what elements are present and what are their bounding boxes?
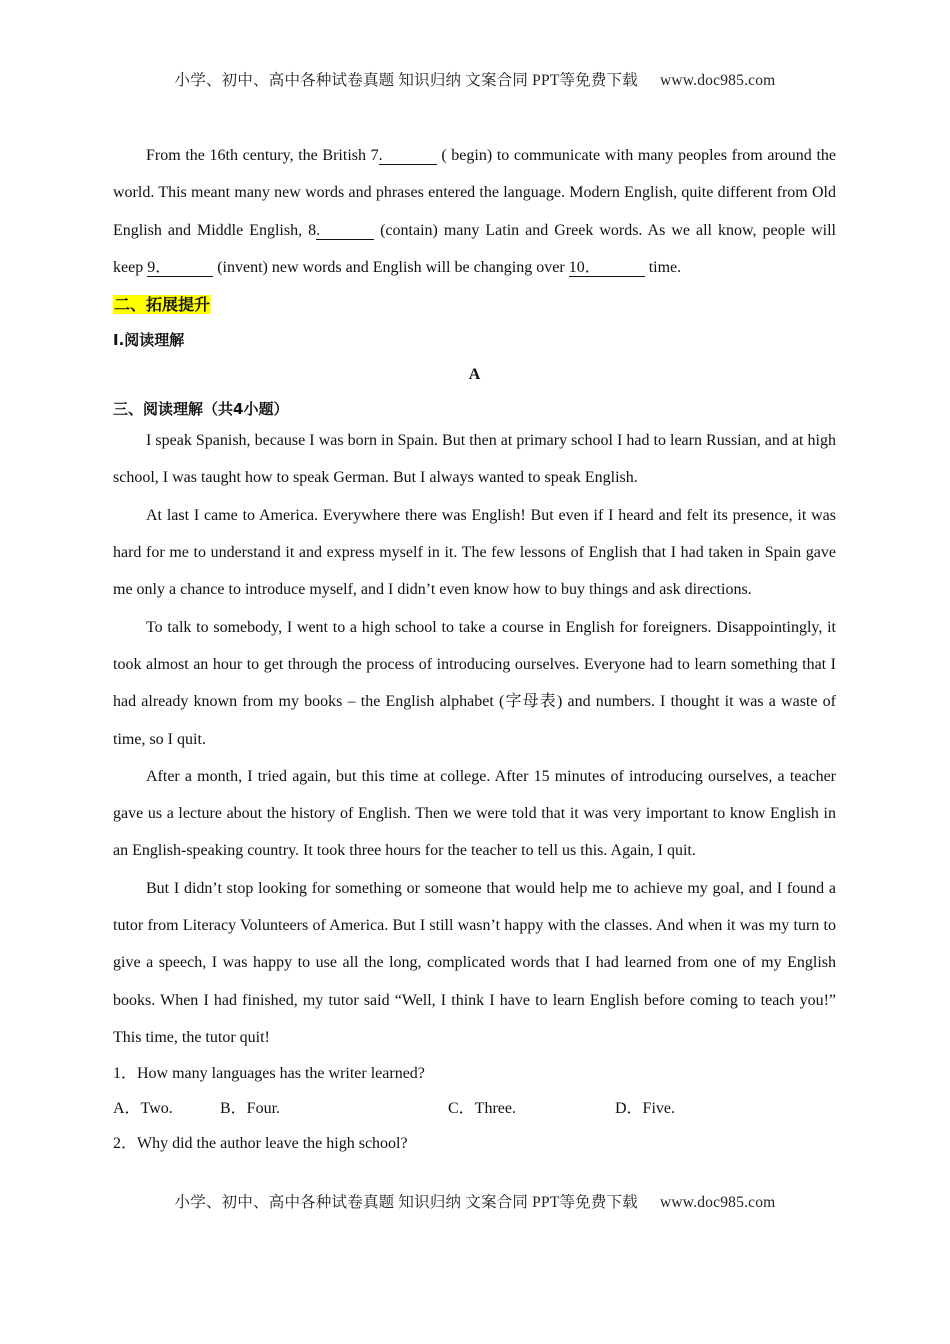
fill-blank-text-2: ( begin) to communicate with many peoples from around the world. This meant many new words and phrases entered the language. Modern English, quite different from Old English and Middle English, 8 [113,147,836,239]
blank-7: . [379,147,437,165]
question-2: 2．Why did the author leave the high school? [113,1135,408,1153]
question-1: 1．How many languages has the writer learned? [113,1065,425,1083]
blank-8: . [316,222,374,240]
option-b[interactable]: B．Four. [220,1100,281,1118]
page-footer [0,1190,950,1212]
page-header [0,68,950,90]
question-1-options [113,1091,836,1126]
header-url[interactable]: www.doc985.com [659,72,776,89]
passage-paragraph-5: But I didn’t stop looking for something or someone that would help me to achieve my goal, and I found a tutor from Literacy Volunteers of America. But I still wasn’t happy with the classes. And when it was my turn to give a speech, I was happy to use all the long, complicated words that I had learned from one of my English books. When I had finished, my tutor said “Well, I think I have to learn English before coming to teach you!” This time, the tutor quit! [113,879,836,1046]
blank-9: 9． [147,259,213,277]
highlighted-heading: 二、拓展提升 [114,295,211,315]
passage-paragraph-4: After a month, I tried again, but this time at college. After 15 minutes of introducing ourselves, a teacher gave us a lecture about the history of English. Then we were told that it was very important to know English in an English-speaking country. It took three hours for the teacher to tell us this. Again, I quit. [113,767,836,860]
option-c[interactable]: C．Three. [448,1100,516,1118]
option-d[interactable]: D．Five. [615,1100,676,1118]
footer-url[interactable]: www.doc985.com [659,1194,776,1211]
passage-letter: A [468,366,481,384]
passage-paragraph-1: I speak Spanish, because I was born in Spain. But then at primary school I had to learn Russian, and at high school, I was taught how to speak German. But I always wanted to speak English. [113,432,836,487]
fill-blank-text-4: (invent) new words and English will be changing over [213,258,569,276]
option-a[interactable]: A．Two. [113,1100,173,1118]
document-body [113,137,836,1161]
section-title-extension [113,294,836,316]
passage-paragraph-3: To talk to somebody, I went to a high school to take a course in English for foreigners. Disappointingly, it took almost an hour to get through the process of introducing ourselves. Everyone had to learn something that I had already known from my books – the English alphabet (字母表) and numbers. I thought it was a waste of time, so I quit. [113,618,836,748]
fill-blank-paragraph [113,137,836,286]
blank-10: 10． [569,259,645,277]
reading-label: I.阅读理解 [113,331,185,350]
fill-blank-text-3: (contain) many Latin and Greek words. As we all know, people will keep [113,221,836,276]
passage-paragraph-2: At last I came to America. Everywhere there was English! But even if I heard and felt its presence, it was hard for me to understand it and express myself in it. The few lessons of English that I had taken in Spain gave me only a chance to introduce myself, and I didn’t even know how to buy things and ask directions. [113,506,836,599]
header-text: 小学、初中、高中各种试卷真题 知识归纳 文案合同 PPT等免费下载 [174,72,638,89]
footer-text: 小学、初中、高中各种试卷真题 知识归纳 文案合同 PPT等免费下载 [174,1194,638,1211]
part-three-title: 三、阅读理解（共4小题） [113,400,289,419]
fill-blank-text-1: From the 16th century, the British 7 [146,147,379,164]
fill-blank-text-5: time. [644,258,682,276]
